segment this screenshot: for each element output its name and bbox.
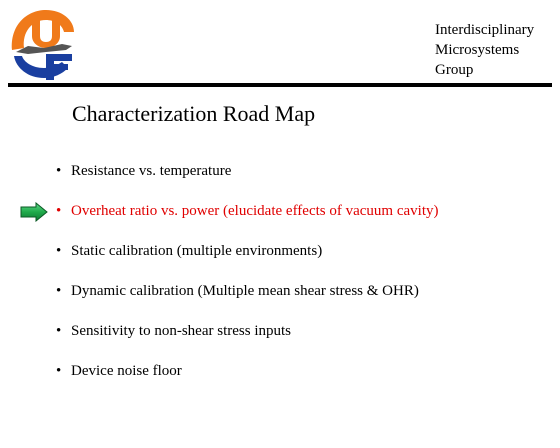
list-item <box>0 279 560 319</box>
road-map-list <box>0 159 560 399</box>
list-item <box>0 359 560 399</box>
list-item-label: Dynamic calibration (Multiple mean shear stress & OHR) <box>71 283 419 299</box>
list-item-label: Overheat ratio vs. power (elucidate effects of vacuum cavity) <box>71 203 439 219</box>
header-divider <box>8 83 552 87</box>
bullet-icon: • <box>56 363 62 379</box>
slide-title: Characterization Road Map <box>72 101 316 126</box>
bullet-icon: • <box>56 163 62 179</box>
bullet-icon: • <box>56 283 62 299</box>
list-item-label: Sensitivity to non-shear stress inputs <box>71 323 291 339</box>
list-item-label: Static calibration (multiple environments) <box>71 243 323 259</box>
group-name-line: Microsystems <box>435 42 520 58</box>
list-item <box>0 239 560 279</box>
group-name <box>435 20 555 80</box>
bullet-icon: • <box>56 243 62 259</box>
bullet-icon: • <box>56 323 62 339</box>
bullet-icon: • <box>56 203 62 219</box>
university-logo <box>6 6 78 82</box>
list-item-current <box>0 199 560 239</box>
group-name-line: Interdisciplinary <box>435 22 535 38</box>
list-item <box>0 159 560 199</box>
group-name-line: Group <box>435 62 474 78</box>
list-item <box>0 319 560 359</box>
list-item-label: Device noise floor <box>71 363 182 379</box>
list-item-label: Resistance vs. temperature <box>71 163 232 179</box>
